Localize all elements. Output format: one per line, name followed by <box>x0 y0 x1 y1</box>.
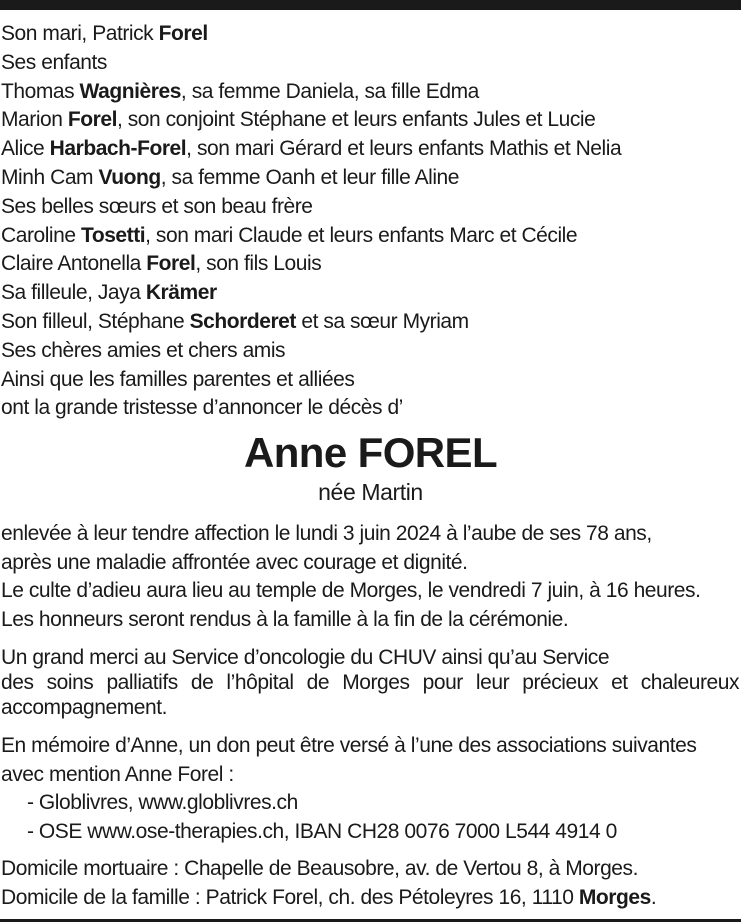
family-line: Sa filleule, Jaya Krämer <box>1 281 217 305</box>
paragraph-line: Le culte d’adieu aura lieu au temple de Morges, le vendredi 7 juin, à 16 heures. <box>1 579 701 603</box>
death-paragraph <box>1 520 739 634</box>
family-line: Marion Forel, son conjoint Stéphane et leurs enfants Jules et Lucie <box>1 108 596 132</box>
family-line: Alice Harbach-Forel, son mari Gérard et leurs enfants Mathis et Nelia <box>1 137 622 161</box>
paragraph-line: accompagnement. <box>1 696 168 719</box>
deceased-block <box>0 428 741 506</box>
donation-paragraph <box>1 732 739 846</box>
thanks-paragraph <box>1 645 739 720</box>
paragraph-line: Les honneurs seront rendus à la famille à la fin de la cérémonie. <box>1 607 569 631</box>
family-line: ont la grande tristesse d’annoncer le décès d’ <box>1 396 403 420</box>
donation-item: - OSE www.ose-therapies.ch, IBAN CH28 0076 7000 L544 4914 0 <box>27 819 617 843</box>
maiden-name: née Martin <box>318 479 423 505</box>
paragraph-line: avec mention Anne Forel : <box>1 762 234 786</box>
family-line: Son mari, Patrick Forel <box>1 22 208 45</box>
family-line: Ainsi que les familles parentes et alliées <box>1 367 355 391</box>
family-line: Caroline Tosetti, son mari Claude et leurs enfants Marc et Cécile <box>1 223 578 247</box>
family-line: Minh Cam Vuong, sa femme Oanh et leur fille Aline <box>1 165 460 189</box>
paragraph-line: En mémoire d’Anne, un don peut être versé à l’une des associations suivantes <box>1 734 697 757</box>
family-line: Son filleul, Stéphane Schorderet et sa sœur Myriam <box>1 309 469 333</box>
family-line: Ses chères amies et chers amis <box>1 338 286 362</box>
family-list <box>1 20 739 423</box>
bottom-rule <box>0 919 741 922</box>
top-rule <box>0 0 741 10</box>
paragraph-line: après une maladie affrontée avec courage et dignité. <box>1 550 468 574</box>
paragraph-line: des soins palliatifs de l’hôpital de Morges pour leur précieux et chaleureux <box>1 671 739 694</box>
family-line: Ses enfants <box>1 50 107 74</box>
family-address: Domicile de la famille : Patrick Forel, ch. des Pétoleyres 16, 1110 Morges. <box>1 885 657 909</box>
mortuary-address: Domicile mortuaire : Chapelle de Beausobre, av. de Vertou 8, à Morges. <box>1 857 638 880</box>
family-line: Thomas Wagnières, sa femme Daniela, sa fille Edma <box>1 79 479 103</box>
paragraph-line: enlevée à leur tendre affection le lundi 3 juin 2024 à l’aube de ses 78 ans, <box>1 522 652 545</box>
addresses-paragraph <box>1 855 739 912</box>
family-line: Claire Antonella Forel, son fils Louis <box>1 252 322 276</box>
donation-item: - Globlivres, www.globlivres.ch <box>27 791 298 815</box>
family-line: Ses belles sœurs et son beau frère <box>1 194 313 218</box>
deceased-name: Anne FOREL <box>244 429 497 476</box>
paragraph-line: Un grand merci au Service d’oncologie du CHUV ainsi qu’au Service <box>1 646 610 669</box>
